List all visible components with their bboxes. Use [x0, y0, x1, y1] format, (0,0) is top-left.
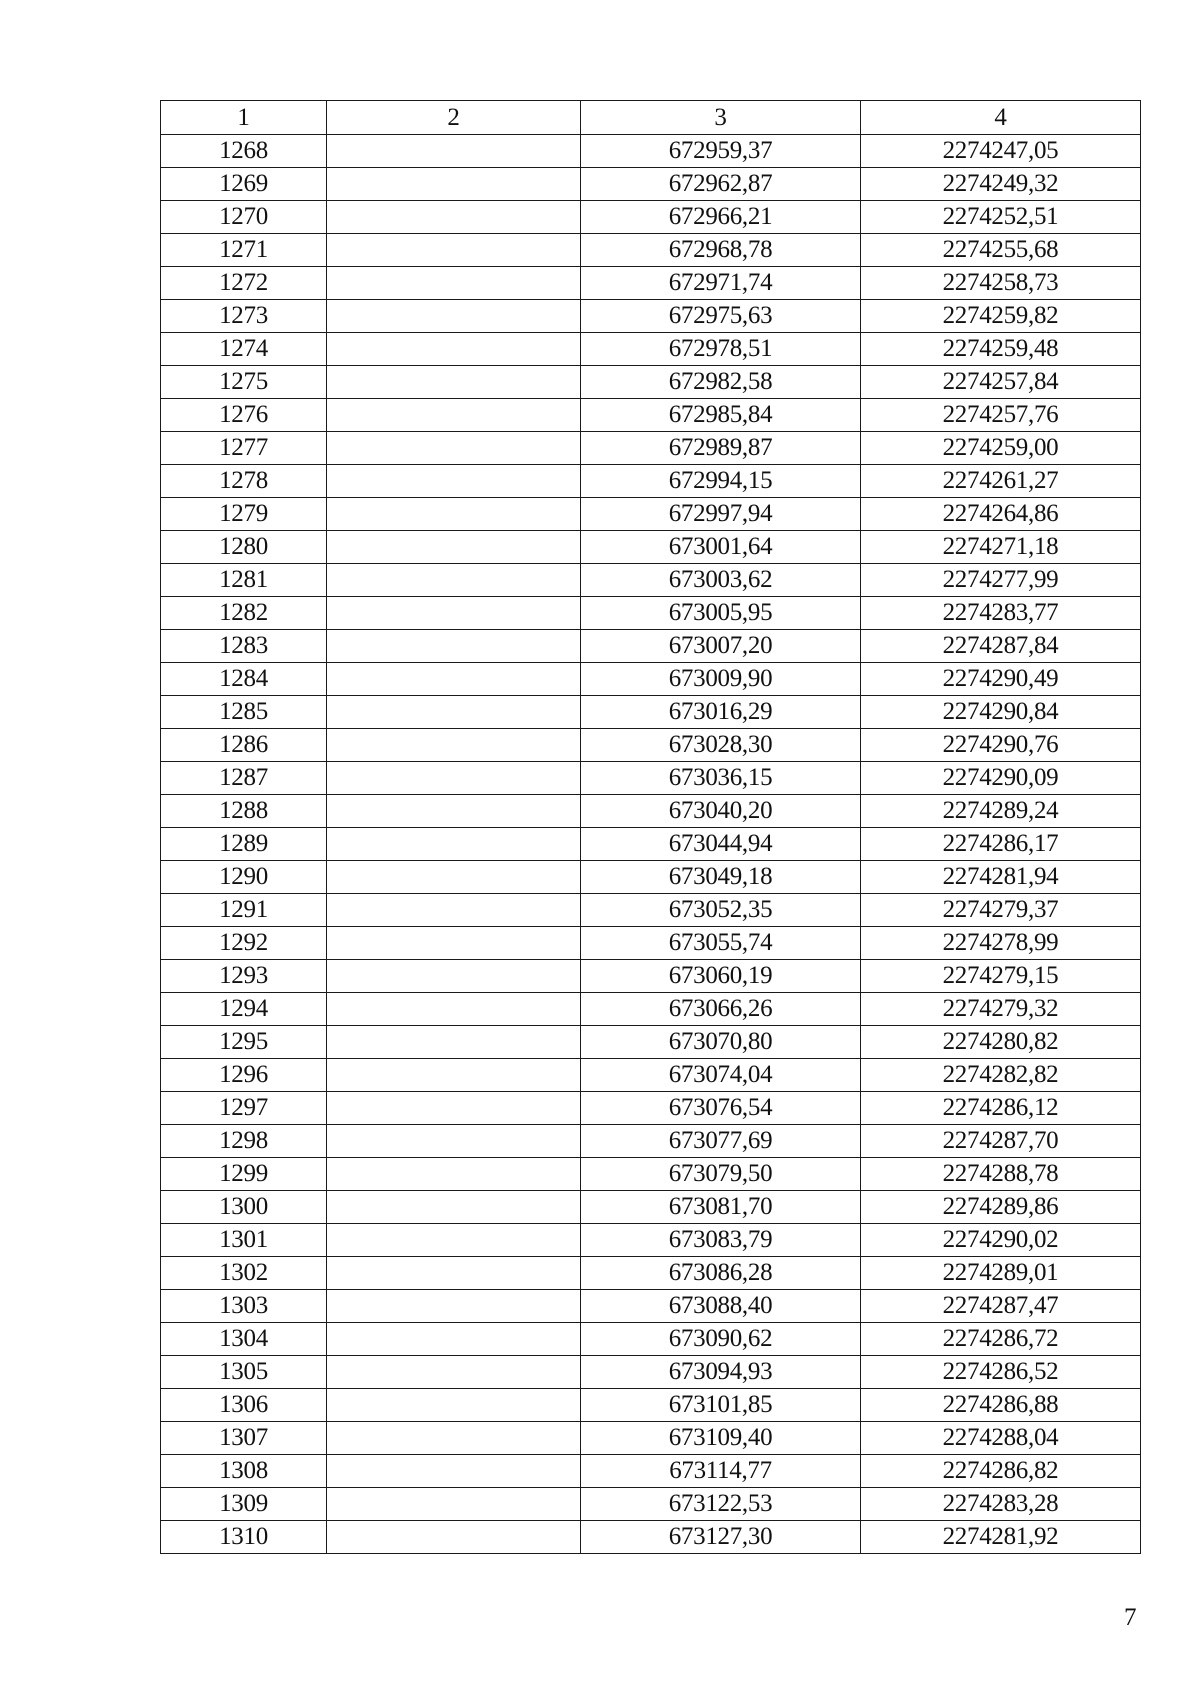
y-coordinate-cell: 2274286,17: [861, 828, 1141, 861]
point-number-cell: 1270: [161, 201, 327, 234]
table-row: [161, 729, 1141, 762]
table-row: [161, 960, 1141, 993]
x-coordinate-cell: 673049,18: [581, 861, 861, 894]
table-row: [161, 366, 1141, 399]
x-coordinate-cell: 672975,63: [581, 300, 861, 333]
x-coordinate-cell: 673040,20: [581, 795, 861, 828]
table-row: [161, 432, 1141, 465]
y-coordinate-cell: 2274278,99: [861, 927, 1141, 960]
x-coordinate-cell: 673044,94: [581, 828, 861, 861]
description-cell: [327, 531, 581, 564]
x-coordinate-cell: 673028,30: [581, 729, 861, 762]
point-number-cell: 1283: [161, 630, 327, 663]
y-coordinate-cell: 2274279,32: [861, 993, 1141, 1026]
description-cell: [327, 1224, 581, 1257]
description-cell: [327, 1323, 581, 1356]
description-cell: [327, 366, 581, 399]
description-cell: [327, 333, 581, 366]
description-cell: [327, 927, 581, 960]
x-coordinate-cell: 673074,04: [581, 1059, 861, 1092]
x-coordinate-cell: 673127,30: [581, 1521, 861, 1554]
description-cell: [327, 597, 581, 630]
description-cell: [327, 663, 581, 696]
y-coordinate-cell: 2274257,76: [861, 399, 1141, 432]
description-cell: [327, 135, 581, 168]
y-coordinate-cell: 2274279,15: [861, 960, 1141, 993]
point-number-cell: 1288: [161, 795, 327, 828]
description-cell: [327, 630, 581, 663]
y-coordinate-cell: 2274286,52: [861, 1356, 1141, 1389]
description-cell: [327, 1422, 581, 1455]
table-row: [161, 300, 1141, 333]
table-row: [161, 1059, 1141, 1092]
table-row: [161, 1323, 1141, 1356]
y-coordinate-cell: 2274289,24: [861, 795, 1141, 828]
y-coordinate-cell: 2274287,47: [861, 1290, 1141, 1323]
table-row: [161, 828, 1141, 861]
description-cell: [327, 762, 581, 795]
x-coordinate-cell: 673005,95: [581, 597, 861, 630]
x-coordinate-cell: 673003,62: [581, 564, 861, 597]
table-row: [161, 399, 1141, 432]
table-row: [161, 927, 1141, 960]
y-coordinate-cell: 2274290,84: [861, 696, 1141, 729]
y-coordinate-cell: 2274286,12: [861, 1092, 1141, 1125]
table-row: [161, 498, 1141, 531]
description-cell: [327, 960, 581, 993]
point-number-cell: 1297: [161, 1092, 327, 1125]
y-coordinate-cell: 2274290,49: [861, 663, 1141, 696]
table-row: [161, 333, 1141, 366]
point-number-cell: 1287: [161, 762, 327, 795]
table-body: [161, 135, 1141, 1554]
point-number-cell: 1296: [161, 1059, 327, 1092]
point-number-cell: 1269: [161, 168, 327, 201]
description-cell: [327, 729, 581, 762]
description-cell: [327, 465, 581, 498]
description-cell: [327, 201, 581, 234]
point-number-cell: 1279: [161, 498, 327, 531]
point-number-cell: 1278: [161, 465, 327, 498]
table-row: [161, 861, 1141, 894]
point-number-cell: 1308: [161, 1455, 327, 1488]
description-cell: [327, 828, 581, 861]
x-coordinate-cell: 672966,21: [581, 201, 861, 234]
y-coordinate-cell: 2274249,32: [861, 168, 1141, 201]
table-row: [161, 135, 1141, 168]
point-number-cell: 1280: [161, 531, 327, 564]
table-row: [161, 531, 1141, 564]
description-cell: [327, 300, 581, 333]
x-coordinate-cell: 673060,19: [581, 960, 861, 993]
x-coordinate-cell: 673079,50: [581, 1158, 861, 1191]
y-coordinate-cell: 2274287,70: [861, 1125, 1141, 1158]
table-row: [161, 1356, 1141, 1389]
table-row: [161, 1521, 1141, 1554]
x-coordinate-cell: 673094,93: [581, 1356, 861, 1389]
description-cell: [327, 1059, 581, 1092]
table-row: [161, 1455, 1141, 1488]
x-coordinate-cell: 673086,28: [581, 1257, 861, 1290]
table-row: [161, 1026, 1141, 1059]
table-row: [161, 564, 1141, 597]
table-row: [161, 1290, 1141, 1323]
y-coordinate-cell: 2274289,86: [861, 1191, 1141, 1224]
x-coordinate-cell: 673052,35: [581, 894, 861, 927]
y-coordinate-cell: 2274289,01: [861, 1257, 1141, 1290]
point-number-cell: 1293: [161, 960, 327, 993]
description-cell: [327, 1125, 581, 1158]
point-number-cell: 1277: [161, 432, 327, 465]
point-number-cell: 1271: [161, 234, 327, 267]
description-cell: [327, 1455, 581, 1488]
x-coordinate-cell: 672994,15: [581, 465, 861, 498]
x-coordinate-cell: 672985,84: [581, 399, 861, 432]
x-coordinate-cell: 673122,53: [581, 1488, 861, 1521]
x-coordinate-cell: 673007,20: [581, 630, 861, 663]
y-coordinate-cell: 2274271,18: [861, 531, 1141, 564]
y-coordinate-cell: 2274252,51: [861, 201, 1141, 234]
x-coordinate-cell: 672971,74: [581, 267, 861, 300]
point-number-cell: 1272: [161, 267, 327, 300]
point-number-cell: 1290: [161, 861, 327, 894]
table-row: [161, 1422, 1141, 1455]
y-coordinate-cell: 2274279,37: [861, 894, 1141, 927]
y-coordinate-cell: 2274282,82: [861, 1059, 1141, 1092]
x-coordinate-cell: 673016,29: [581, 696, 861, 729]
table-row: [161, 465, 1141, 498]
point-number-cell: 1281: [161, 564, 327, 597]
table-row: [161, 795, 1141, 828]
point-number-cell: 1305: [161, 1356, 327, 1389]
x-coordinate-cell: 673055,74: [581, 927, 861, 960]
point-number-cell: 1302: [161, 1257, 327, 1290]
header-row: [161, 101, 1141, 135]
coordinates-table: [160, 100, 1141, 1554]
table-row: [161, 1389, 1141, 1422]
x-coordinate-cell: 673077,69: [581, 1125, 861, 1158]
x-coordinate-cell: 673090,62: [581, 1323, 861, 1356]
point-number-cell: 1310: [161, 1521, 327, 1554]
y-coordinate-cell: 2274288,04: [861, 1422, 1141, 1455]
description-cell: [327, 168, 581, 201]
y-coordinate-cell: 2274258,73: [861, 267, 1141, 300]
table-row: [161, 201, 1141, 234]
column-header-4: 4: [861, 101, 1141, 135]
y-coordinate-cell: 2274281,94: [861, 861, 1141, 894]
table-row: [161, 663, 1141, 696]
x-coordinate-cell: 673066,26: [581, 993, 861, 1026]
x-coordinate-cell: 673081,70: [581, 1191, 861, 1224]
point-number-cell: 1304: [161, 1323, 327, 1356]
x-coordinate-cell: 673001,64: [581, 531, 861, 564]
column-header-1: 1: [161, 101, 327, 135]
point-number-cell: 1285: [161, 696, 327, 729]
x-coordinate-cell: 672982,58: [581, 366, 861, 399]
point-number-cell: 1276: [161, 399, 327, 432]
x-coordinate-cell: 673109,40: [581, 1422, 861, 1455]
x-coordinate-cell: 673088,40: [581, 1290, 861, 1323]
y-coordinate-cell: 2274259,48: [861, 333, 1141, 366]
description-cell: [327, 1290, 581, 1323]
x-coordinate-cell: 673070,80: [581, 1026, 861, 1059]
point-number-cell: 1299: [161, 1158, 327, 1191]
description-cell: [327, 1092, 581, 1125]
y-coordinate-cell: 2274286,88: [861, 1389, 1141, 1422]
point-number-cell: 1289: [161, 828, 327, 861]
y-coordinate-cell: 2274287,84: [861, 630, 1141, 663]
x-coordinate-cell: 672989,87: [581, 432, 861, 465]
table-row: [161, 1092, 1141, 1125]
y-coordinate-cell: 2274290,02: [861, 1224, 1141, 1257]
point-number-cell: 1275: [161, 366, 327, 399]
table-row: [161, 1257, 1141, 1290]
point-number-cell: 1268: [161, 135, 327, 168]
y-coordinate-cell: 2274259,00: [861, 432, 1141, 465]
point-number-cell: 1303: [161, 1290, 327, 1323]
description-cell: [327, 795, 581, 828]
description-cell: [327, 1488, 581, 1521]
point-number-cell: 1306: [161, 1389, 327, 1422]
table-row: [161, 696, 1141, 729]
x-coordinate-cell: 672997,94: [581, 498, 861, 531]
table-row: [161, 894, 1141, 927]
y-coordinate-cell: 2274290,09: [861, 762, 1141, 795]
point-number-cell: 1298: [161, 1125, 327, 1158]
column-header-2: 2: [327, 101, 581, 135]
description-cell: [327, 234, 581, 267]
table-row: [161, 234, 1141, 267]
description-cell: [327, 1257, 581, 1290]
table-row: [161, 762, 1141, 795]
description-cell: [327, 498, 581, 531]
description-cell: [327, 1356, 581, 1389]
x-coordinate-cell: 673101,85: [581, 1389, 861, 1422]
y-coordinate-cell: 2274264,86: [861, 498, 1141, 531]
x-coordinate-cell: 672978,51: [581, 333, 861, 366]
description-cell: [327, 1191, 581, 1224]
x-coordinate-cell: 673114,77: [581, 1455, 861, 1488]
y-coordinate-cell: 2274257,84: [861, 366, 1141, 399]
description-cell: [327, 1026, 581, 1059]
x-coordinate-cell: 673083,79: [581, 1224, 861, 1257]
y-coordinate-cell: 2274283,28: [861, 1488, 1141, 1521]
point-number-cell: 1292: [161, 927, 327, 960]
point-number-cell: 1291: [161, 894, 327, 927]
description-cell: [327, 1158, 581, 1191]
table-row: [161, 267, 1141, 300]
point-number-cell: 1282: [161, 597, 327, 630]
description-cell: [327, 399, 581, 432]
y-coordinate-cell: 2274286,82: [861, 1455, 1141, 1488]
point-number-cell: 1301: [161, 1224, 327, 1257]
point-number-cell: 1273: [161, 300, 327, 333]
description-cell: [327, 564, 581, 597]
point-number-cell: 1284: [161, 663, 327, 696]
column-header-3: 3: [581, 101, 861, 135]
description-cell: [327, 993, 581, 1026]
point-number-cell: 1309: [161, 1488, 327, 1521]
table-row: [161, 168, 1141, 201]
point-number-cell: 1300: [161, 1191, 327, 1224]
y-coordinate-cell: 2274280,82: [861, 1026, 1141, 1059]
x-coordinate-cell: 673009,90: [581, 663, 861, 696]
table-row: [161, 630, 1141, 663]
y-coordinate-cell: 2274281,92: [861, 1521, 1141, 1554]
x-coordinate-cell: 672962,87: [581, 168, 861, 201]
description-cell: [327, 432, 581, 465]
y-coordinate-cell: 2274288,78: [861, 1158, 1141, 1191]
y-coordinate-cell: 2274261,27: [861, 465, 1141, 498]
y-coordinate-cell: 2274255,68: [861, 234, 1141, 267]
x-coordinate-cell: 673036,15: [581, 762, 861, 795]
x-coordinate-cell: 672968,78: [581, 234, 861, 267]
table-row: [161, 1224, 1141, 1257]
point-number-cell: 1307: [161, 1422, 327, 1455]
coordinates-table-container: [160, 100, 1140, 1554]
y-coordinate-cell: 2274277,99: [861, 564, 1141, 597]
description-cell: [327, 696, 581, 729]
table-row: [161, 1158, 1141, 1191]
y-coordinate-cell: 2274259,82: [861, 300, 1141, 333]
y-coordinate-cell: 2274283,77: [861, 597, 1141, 630]
description-cell: [327, 894, 581, 927]
x-coordinate-cell: 672959,37: [581, 135, 861, 168]
point-number-cell: 1286: [161, 729, 327, 762]
x-coordinate-cell: 673076,54: [581, 1092, 861, 1125]
description-cell: [327, 1521, 581, 1554]
point-number-cell: 1294: [161, 993, 327, 1026]
point-number-cell: 1295: [161, 1026, 327, 1059]
table-row: [161, 597, 1141, 630]
page-number: 7: [1124, 1604, 1137, 1631]
description-cell: [327, 267, 581, 300]
table-header: [161, 101, 1141, 135]
table-row: [161, 1488, 1141, 1521]
y-coordinate-cell: 2274290,76: [861, 729, 1141, 762]
point-number-cell: 1274: [161, 333, 327, 366]
table-row: [161, 1191, 1141, 1224]
description-cell: [327, 861, 581, 894]
y-coordinate-cell: 2274247,05: [861, 135, 1141, 168]
description-cell: [327, 1389, 581, 1422]
table-row: [161, 993, 1141, 1026]
table-row: [161, 1125, 1141, 1158]
y-coordinate-cell: 2274286,72: [861, 1323, 1141, 1356]
